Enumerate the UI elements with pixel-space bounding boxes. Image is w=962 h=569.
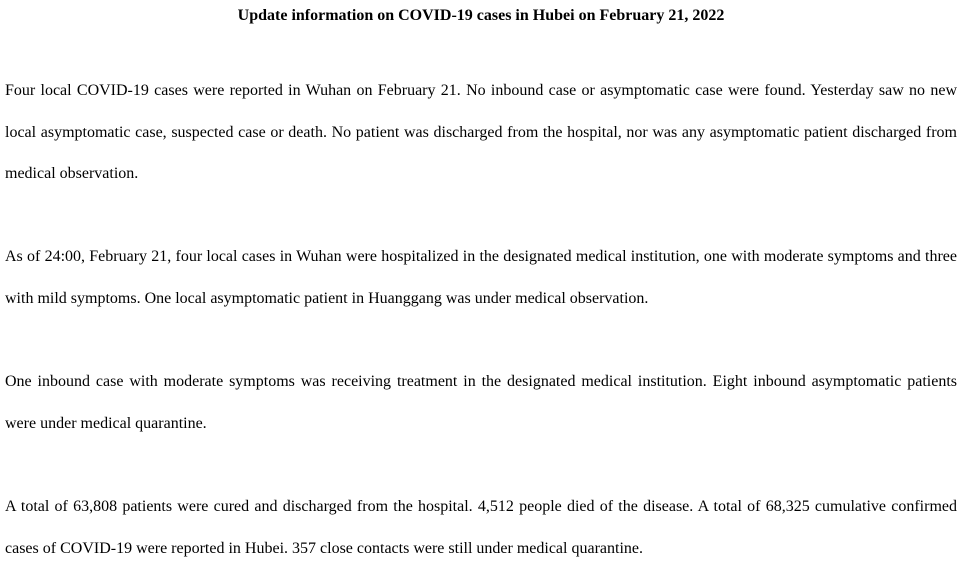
paragraph-local-cases: Four local COVID-19 cases were reported in Wuhan on February 21. No inbound case or asymptomatic case were found. Yesterday saw no new local asymptomatic case, suspected case or death. No patient was discharged from the hospital, nor was any asymptomatic patient discharged from medical observation. [5,82,957,182]
paragraph-hospitalized: As of 24:00, February 21, four local cases in Wuhan were hospitalized in the designated medical institution, one with moderate symptoms and three with mild symptoms. One local asymptomatic patient in Huanggang was under medical observation. [5,248,957,307]
paragraph-inbound: One inbound case with moderate symptoms was receiving treatment in the designated medical institution. Eight inbound asymptomatic patients were under medical quarantine. [5,373,957,432]
page-title: Update information on COVID-19 cases in Hubei on February 21, 2022 [237,7,725,24]
paragraph-totals: A total of 63,808 patients were cured and discharged from the hospital. 4,512 people died of the disease. A total of 68,325 cumulative confirmed cases of COVID-19 were reported in Hubei. 357 close contacts were still under medical quarantine. [5,498,957,557]
